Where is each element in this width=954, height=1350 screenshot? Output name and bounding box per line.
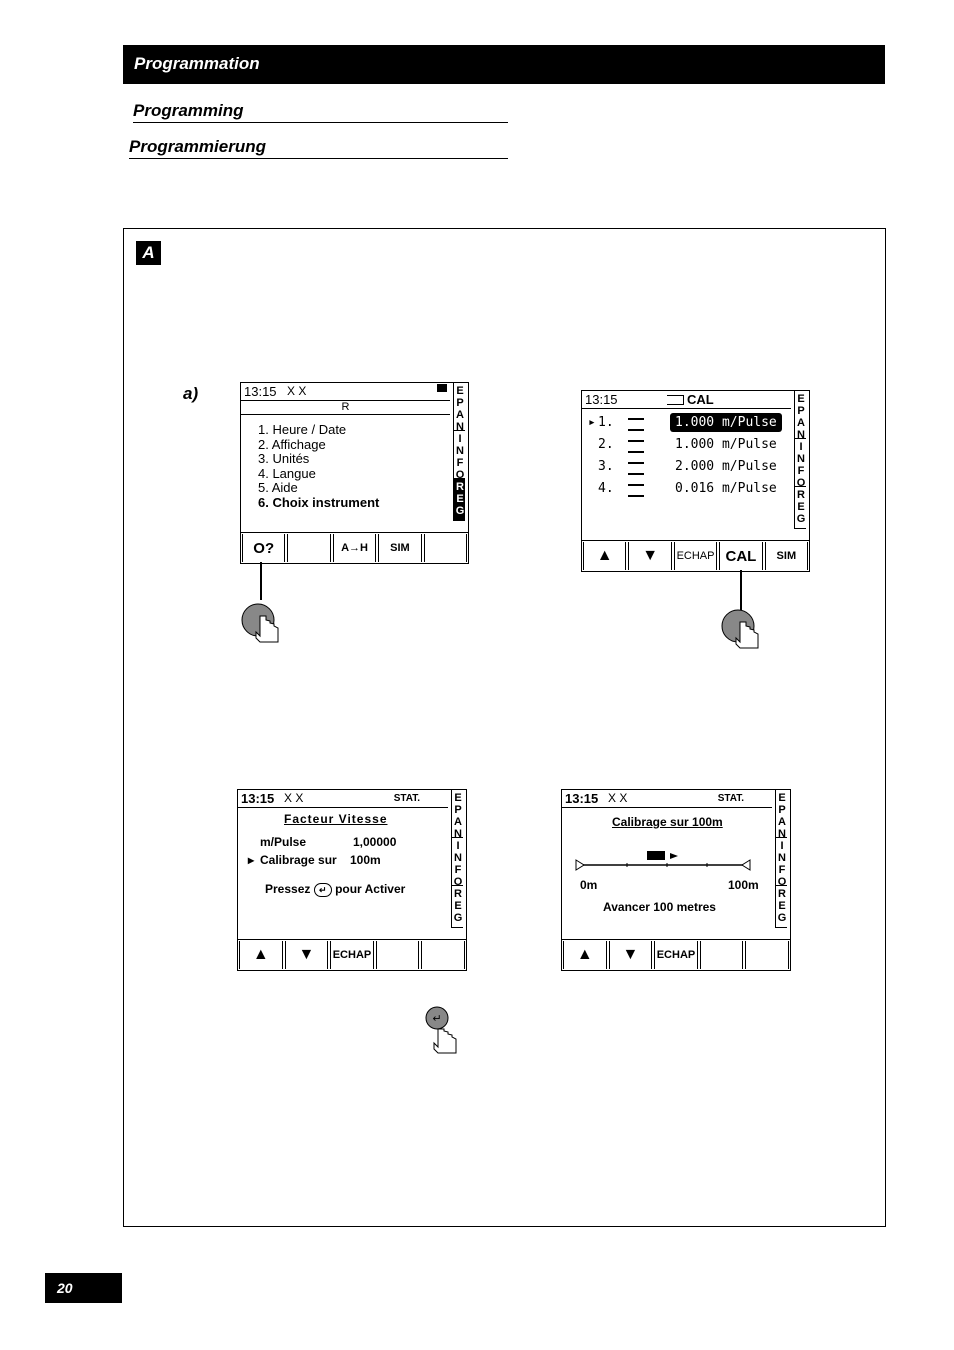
tab-epan[interactable]: EPAN bbox=[795, 393, 807, 441]
down-softkey[interactable]: ▼ bbox=[285, 941, 329, 969]
figure-letter: A bbox=[136, 241, 161, 265]
tab-reg[interactable]: REG bbox=[454, 479, 465, 521]
calibration-list bbox=[588, 415, 784, 503]
prompt-text: pour Activer bbox=[335, 882, 406, 896]
sort-softkey[interactable]: A→H bbox=[333, 534, 376, 562]
implement-icon bbox=[628, 440, 644, 453]
help-softkey[interactable]: O? bbox=[242, 534, 285, 562]
status-label: STAT. bbox=[393, 793, 420, 804]
subtitle-english-text: Programming bbox=[133, 101, 244, 120]
pointer-line bbox=[740, 570, 742, 610]
tab-info[interactable]: INFO bbox=[452, 840, 464, 888]
list-item[interactable]: 4. 0.016 m/Pulse bbox=[598, 481, 777, 496]
settings-menu bbox=[258, 423, 379, 510]
value-calibration[interactable]: 100m bbox=[350, 853, 381, 867]
side-tabs bbox=[451, 790, 466, 928]
selection-arrow: ▸ bbox=[248, 853, 255, 867]
blank-softkey[interactable] bbox=[287, 534, 330, 562]
blank-softkey[interactable] bbox=[421, 941, 465, 969]
distance-scale bbox=[572, 845, 752, 875]
cal-softkey[interactable]: CAL bbox=[719, 542, 762, 570]
softkey-bar bbox=[241, 532, 468, 563]
menu-item[interactable]: 6. Choix instrument bbox=[258, 494, 380, 510]
tab-epan[interactable]: EPAN bbox=[454, 385, 466, 433]
blank-softkey[interactable] bbox=[745, 941, 789, 969]
subtitle-english bbox=[133, 101, 508, 123]
sim-softkey[interactable]: SIM bbox=[765, 542, 808, 570]
figure-frame bbox=[123, 228, 886, 1227]
softkey-bar bbox=[582, 540, 809, 571]
screen-header bbox=[241, 383, 450, 401]
screen-title: Facteur Vitesse bbox=[284, 812, 388, 826]
enter-icon: ↵ bbox=[314, 883, 332, 897]
down-softkey[interactable]: ▼ bbox=[628, 542, 671, 570]
up-softkey[interactable]: ▲ bbox=[583, 542, 626, 570]
press-button-hand-icon bbox=[240, 602, 284, 644]
status-marks: X X bbox=[284, 791, 304, 805]
tab-info[interactable]: INFO bbox=[795, 441, 807, 489]
screen-title: Calibrage sur 100m bbox=[612, 815, 723, 829]
menu-item[interactable]: 2. Affichage bbox=[258, 436, 326, 452]
side-tabs bbox=[453, 383, 468, 521]
menu-item[interactable]: 4. Langue bbox=[258, 465, 316, 481]
screen-header bbox=[562, 790, 772, 808]
label-m-pulse: m/Pulse bbox=[260, 835, 307, 849]
subtitle-german-text: Programmierung bbox=[129, 137, 266, 156]
status-label: STAT. bbox=[717, 793, 744, 804]
blank-softkey[interactable] bbox=[700, 941, 744, 969]
menu-title: R bbox=[241, 401, 450, 415]
tab-info[interactable]: INFO bbox=[776, 840, 788, 888]
tab-reg[interactable]: REG bbox=[452, 886, 463, 928]
press-button-hand-icon bbox=[720, 608, 764, 650]
scale-end: 100m bbox=[728, 878, 759, 892]
escape-softkey[interactable]: ECHAP bbox=[674, 542, 717, 570]
section-title: Programmation bbox=[134, 54, 260, 73]
tab-epan[interactable]: EPAN bbox=[452, 792, 464, 840]
list-item[interactable]: 2. 1.000 m/Pulse bbox=[598, 437, 777, 452]
selected-value: 1.000 m/Pulse bbox=[670, 413, 782, 432]
prompt-text: Pressez bbox=[265, 882, 311, 896]
clock: 13:15 bbox=[244, 384, 277, 399]
tab-info[interactable]: INFO bbox=[454, 433, 466, 481]
side-tabs bbox=[775, 790, 790, 928]
clock: 13:15 bbox=[241, 791, 275, 806]
activate-prompt bbox=[265, 882, 405, 897]
value-m-pulse[interactable]: 1,00000 bbox=[353, 835, 397, 849]
screen-header bbox=[582, 391, 791, 409]
screen-header bbox=[238, 790, 448, 808]
softkey-bar bbox=[562, 939, 790, 970]
screen-calibration-100m bbox=[561, 789, 791, 971]
label-calibration: Calibrage sur bbox=[260, 853, 337, 867]
tab-reg[interactable]: REG bbox=[795, 487, 806, 529]
implement-icon bbox=[628, 462, 644, 475]
screen-title: CAL bbox=[687, 392, 714, 407]
up-softkey[interactable]: ▲ bbox=[239, 941, 283, 969]
screen-speed-factor bbox=[237, 789, 467, 971]
tab-epan[interactable]: EPAN bbox=[776, 792, 788, 840]
implement-icon bbox=[628, 484, 644, 497]
step-label: a) bbox=[183, 384, 199, 403]
pointer-line bbox=[260, 562, 262, 600]
tab-reg[interactable]: REG bbox=[776, 886, 787, 928]
section-header-bar bbox=[123, 45, 885, 84]
instruction-text: Avancer 100 metres bbox=[603, 900, 716, 914]
side-tabs bbox=[794, 391, 809, 529]
spread-width-softkey[interactable] bbox=[424, 534, 467, 562]
softkey-bar bbox=[238, 939, 466, 970]
clock: 13:15 bbox=[565, 791, 599, 806]
press-enter-hand-icon bbox=[424, 1005, 464, 1057]
menu-item[interactable]: 5. Aide bbox=[258, 480, 298, 495]
clock: 13:15 bbox=[585, 392, 618, 407]
page-number: 20 bbox=[45, 1273, 122, 1303]
down-softkey[interactable]: ▼ bbox=[609, 941, 653, 969]
screen-menu-reglages bbox=[240, 382, 469, 564]
arrow-right-icon bbox=[670, 853, 678, 859]
status-marks: X X bbox=[608, 791, 628, 805]
sim-softkey[interactable]: SIM bbox=[378, 534, 421, 562]
list-item[interactable]: ▸ 1. 1.000 m/Pulse bbox=[588, 415, 784, 437]
implement-icon bbox=[628, 418, 644, 431]
blank-softkey[interactable] bbox=[376, 941, 420, 969]
subtitle-german bbox=[129, 137, 508, 159]
menu-item[interactable]: 3. Unités bbox=[258, 451, 310, 466]
screen-calibration bbox=[581, 390, 810, 572]
menu-item[interactable]: 1. Heure / Date bbox=[258, 422, 347, 437]
tractor-icon bbox=[647, 851, 665, 860]
escape-softkey[interactable]: ECHAP bbox=[654, 941, 698, 969]
escape-softkey[interactable]: ECHAP bbox=[330, 941, 374, 969]
up-softkey[interactable]: ▲ bbox=[563, 941, 607, 969]
svg-text:↵: ↵ bbox=[432, 1012, 442, 1025]
status-marks: X X bbox=[287, 384, 307, 398]
list-item[interactable]: 3. 2.000 m/Pulse bbox=[598, 459, 777, 474]
scale-start: 0m bbox=[580, 878, 598, 892]
spreader-icon bbox=[437, 384, 447, 392]
tractor-icon bbox=[667, 395, 684, 405]
